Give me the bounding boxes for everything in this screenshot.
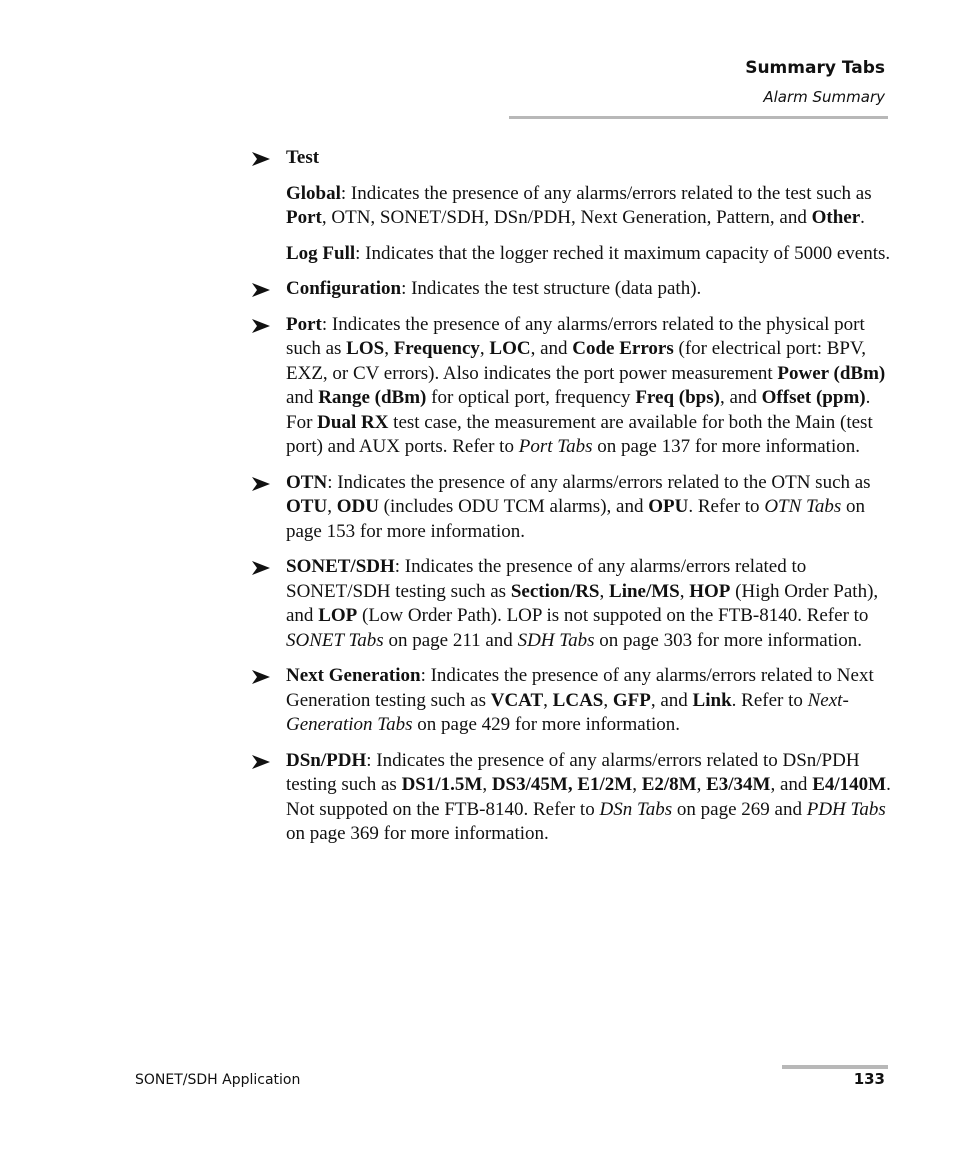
- bold-term: HOP: [689, 580, 731, 602]
- text-run: on page 211 and: [383, 629, 518, 651]
- section-title: Summary Tabs: [745, 58, 885, 78]
- bold-term: OTN: [286, 471, 328, 493]
- bold-term: Global: [286, 182, 341, 204]
- text-run: on page 369 for more information.: [286, 823, 549, 844]
- text-run: : Indicates the presence of any alarms/errors related to the physical port such as: [286, 313, 865, 359]
- footer-chapter: SONET/SDH Application: [135, 1072, 301, 1088]
- bullet-port: [252, 313, 892, 460]
- text-run: , and: [650, 689, 693, 711]
- bold-term: SONET/SDH: [286, 556, 395, 577]
- text-run: on page 303 for more information.: [594, 629, 862, 651]
- text-run: ,: [679, 580, 690, 602]
- bold-term: DS1/1.5M: [401, 774, 483, 795]
- text-run: : Indicates the presence of any alarms/errors related to DSn/PDH testing such as: [286, 749, 860, 795]
- bold-term: Offset (ppm): [761, 387, 866, 408]
- bold-term: OPU: [648, 496, 689, 517]
- bullet-configuration: [252, 277, 892, 302]
- text-run: : Indicates the presence of any alarms/errors related to the OTN such as: [327, 471, 871, 493]
- bold-term: LCAS: [552, 689, 604, 711]
- bold-term: Frequency: [393, 338, 480, 359]
- text-run: . Refer to: [688, 496, 765, 517]
- text-run: ,: [543, 689, 553, 711]
- text-run: (includes ODU TCM alarms), and: [378, 496, 649, 517]
- text-run: (High Order Path), and: [286, 580, 879, 626]
- text-run: ,: [479, 338, 490, 359]
- text-run: , and: [770, 774, 813, 795]
- xref-sdh-tabs[interactable]: SDH Tabs: [517, 629, 595, 651]
- text-run: , and: [719, 387, 762, 408]
- bold-term: Line/MS: [609, 580, 680, 602]
- text-run: : Indicates the presence of any alarms/errors related to the test such as: [340, 182, 872, 204]
- text-run: ,: [696, 774, 707, 795]
- text-run: (Low Order Path). LOP is not suppoted on the FTB-8140. Refer to: [357, 605, 869, 626]
- text-run: ,: [599, 580, 610, 602]
- text-run: : Indicates the test structure (data path).: [401, 278, 702, 299]
- bold-term: Power (dBm): [777, 362, 886, 384]
- xref-dsn-tabs[interactable]: DSn Tabs: [599, 798, 673, 820]
- text-run: . Refer to: [731, 689, 808, 711]
- page-number: 133: [853, 1070, 885, 1088]
- text-run: . For: [286, 387, 871, 433]
- text-run: ,: [632, 774, 642, 795]
- bullet-next-generation: [252, 664, 892, 738]
- paragraph-global: [252, 182, 892, 231]
- arrow-bullet-icon: [252, 561, 270, 575]
- bold-term: Port: [286, 313, 322, 335]
- xref-pdh-tabs[interactable]: PDH Tabs: [806, 798, 886, 820]
- bullet-dsn-pdh: [252, 749, 892, 847]
- header-rule: [509, 116, 888, 119]
- text-run: on page 137 for more information.: [592, 436, 860, 457]
- bold-term: Next Generation: [286, 665, 421, 686]
- bold-term: Code Errors: [572, 338, 674, 359]
- bold-term: VCAT: [490, 689, 544, 711]
- text-run: : Indicates the presence of any alarms/errors related to SONET/SDH testing such as: [286, 556, 807, 602]
- text-run: for optical port, frequency: [426, 387, 636, 408]
- bold-term: Dual RX: [317, 411, 389, 433]
- section-subtitle: Alarm Summary: [763, 88, 885, 106]
- text-run: ,: [603, 689, 613, 711]
- arrow-bullet-icon: [252, 477, 270, 491]
- text-run: .: [860, 207, 865, 228]
- text-run: , OTN, SONET/SDH, DSn/PDH, Next Generation, Pattern, and: [321, 207, 812, 228]
- text-run: on page 429 for more information.: [412, 714, 681, 735]
- bold-term: Other: [811, 207, 861, 228]
- arrow-bullet-icon: [252, 670, 270, 684]
- paragraph-log-full: [252, 242, 892, 267]
- arrow-bullet-icon: [252, 152, 270, 166]
- bold-term: Port: [286, 207, 322, 228]
- text-run: : Indicates that the logger reched it maximum capacity of 5000 events.: [355, 242, 891, 264]
- text-run: on page 153 for more information.: [286, 496, 865, 542]
- bold-term: OTU: [286, 496, 328, 517]
- arrow-bullet-icon: [252, 319, 270, 333]
- xref-next-generation-tabs[interactable]: Next-Generation Tabs: [286, 689, 849, 735]
- bold-term: LOS: [346, 338, 385, 359]
- arrow-bullet-icon: [252, 283, 270, 297]
- term-test: Test: [286, 147, 320, 168]
- text-run: , and: [530, 338, 573, 359]
- bold-term: DSn/PDH: [286, 749, 367, 771]
- page-header: [745, 56, 885, 108]
- bold-term: Section/RS: [510, 580, 600, 602]
- bold-term: ODU: [336, 496, 379, 517]
- text-run: : Indicates the presence of any alarms/errors related to Next Generation testing such as: [286, 665, 874, 711]
- arrow-bullet-icon: [252, 755, 270, 769]
- text-run: ,: [482, 774, 492, 795]
- xref-otn-tabs[interactable]: OTN Tabs: [764, 496, 842, 517]
- bold-term: Range (dBm): [318, 387, 427, 408]
- bold-term: Configuration: [286, 278, 402, 299]
- bullet-sonet-sdh: [252, 555, 892, 653]
- bullet-test: [252, 146, 892, 171]
- bold-term: E3/34M: [706, 774, 771, 795]
- xref-sonet-tabs[interactable]: SONET Tabs: [286, 629, 384, 651]
- text-run: ,: [384, 338, 394, 359]
- text-run: ,: [327, 496, 337, 517]
- xref-port-tabs[interactable]: Port Tabs: [518, 436, 593, 457]
- bold-term: DS3/45M, E1/2M: [491, 774, 633, 795]
- text-run: . Not suppoted on the FTB-8140. Refer to: [286, 774, 891, 820]
- text-run: on page 269 and: [672, 798, 807, 820]
- bold-term: LOP: [318, 605, 358, 626]
- bold-term: LOC: [489, 338, 531, 359]
- page-content: [252, 146, 892, 858]
- text-run: test case, the measurement are available for both the Main (test port) and AUX ports. Refer to: [286, 411, 873, 457]
- text-run: (for electrical port: BPV, EXZ, or CV errors). Also indicates the port power measurement: [286, 338, 867, 384]
- bullet-otn: [252, 471, 892, 545]
- bold-term: Freq (bps): [635, 387, 720, 408]
- bold-term: GFP: [612, 689, 651, 711]
- bold-term: Log Full: [286, 242, 356, 264]
- text-run: and: [286, 387, 319, 408]
- bold-term: E2/8M: [641, 774, 697, 795]
- bold-term: E4/140M: [812, 774, 887, 795]
- bold-term: Link: [692, 689, 732, 711]
